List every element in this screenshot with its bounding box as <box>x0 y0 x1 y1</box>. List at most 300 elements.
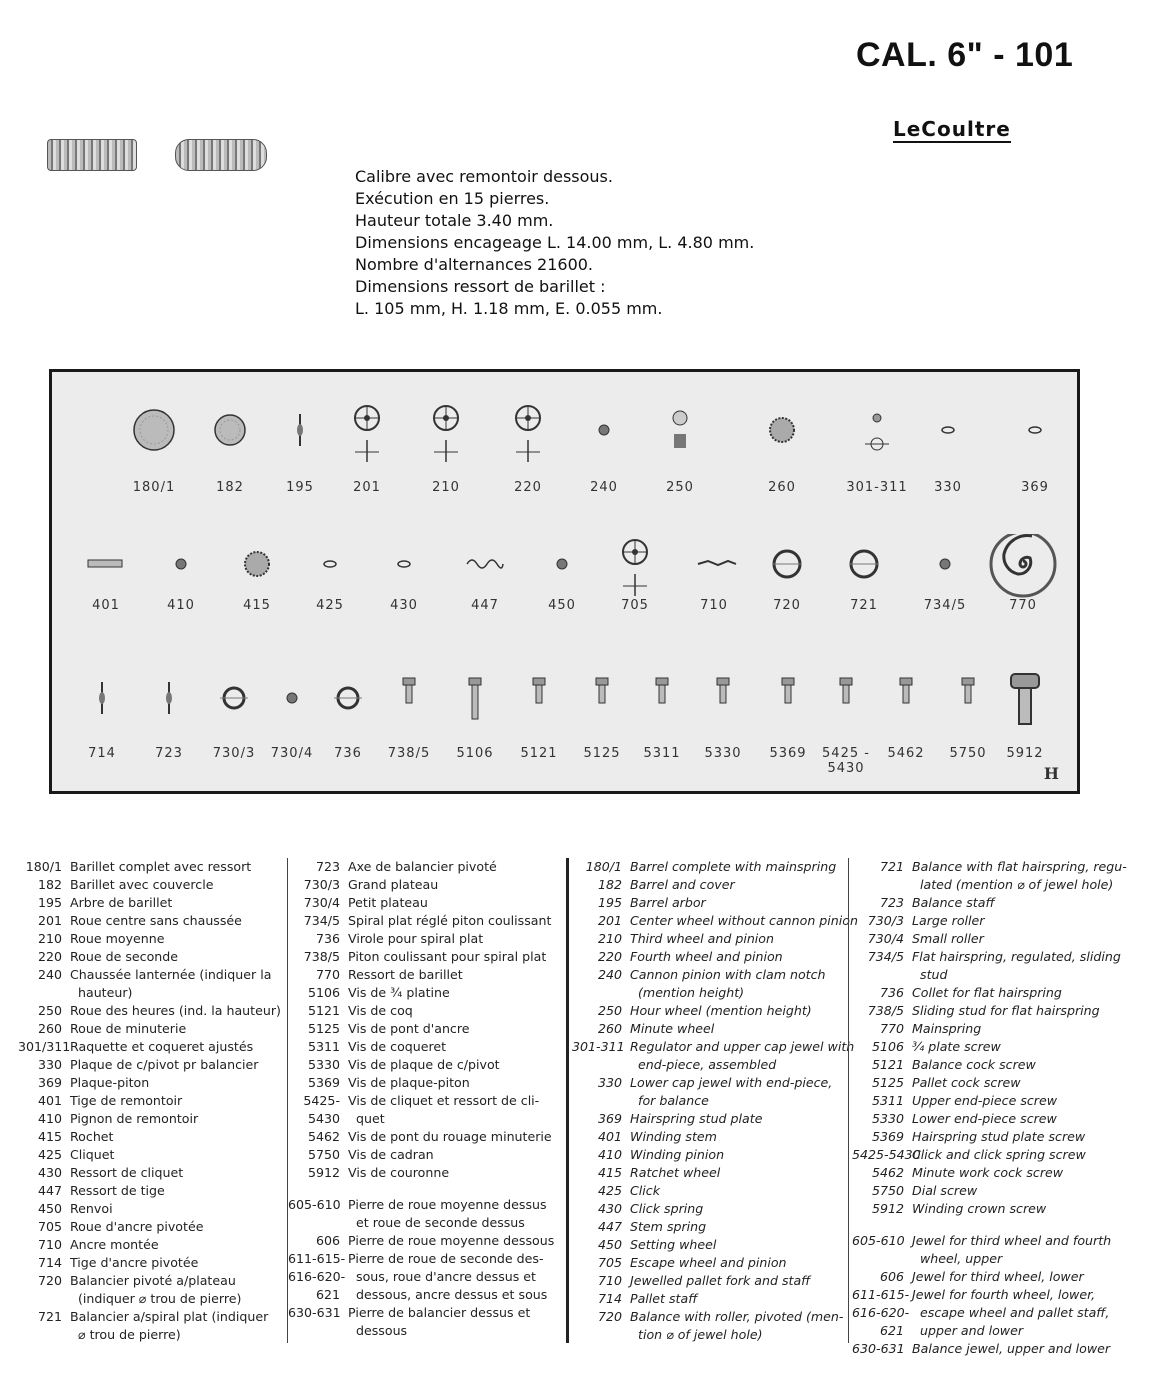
parts-list-row <box>572 930 844 948</box>
part-number-label: 730/3 <box>212 746 256 761</box>
part-number: 450 <box>37 1201 62 1216</box>
parts-list-row <box>572 876 844 894</box>
part-number-label: 201 <box>353 480 381 495</box>
parts-list-row <box>852 1218 1132 1232</box>
part-number: 723 <box>879 895 904 910</box>
part-number-label: 770 <box>1009 598 1037 613</box>
column-divider <box>566 858 569 1343</box>
parts-list-row <box>288 984 563 1002</box>
part-number: 401 <box>597 1129 622 1144</box>
part-description: Roue de minuterie <box>70 1021 187 1036</box>
parts-list-row <box>572 966 844 1002</box>
part-number: 705 <box>37 1219 62 1234</box>
part-description: Tige de remontoir <box>70 1093 183 1108</box>
part-number: 250 <box>37 1003 62 1018</box>
part-description: Tige d'ancre pivotée <box>70 1255 199 1270</box>
spec-line: Dimensions encageage L. 14.00 mm, L. 4.80 mm. <box>355 233 755 252</box>
parts-list-row <box>18 1002 280 1020</box>
part-number: 5462 <box>307 1129 340 1144</box>
part-number: 605-610 <box>288 1197 341 1212</box>
part-description: Cannon pinion with clam notch (mention height) <box>630 967 826 1000</box>
part-number: 5750 <box>307 1147 340 1162</box>
part-number: 301/311 <box>18 1039 71 1054</box>
part-description: Rochet <box>70 1129 114 1144</box>
part-description: Jewel for fourth wheel, lower, escape wheel and pallet staff, upper and lower <box>912 1287 1110 1338</box>
part-number: 606 <box>879 1269 904 1284</box>
part-number: 5330 <box>307 1057 340 1072</box>
part-description: Balance staff <box>912 895 995 910</box>
part-number: 182 <box>597 877 622 892</box>
parts-list-row <box>572 1218 844 1236</box>
part-number: 5369 <box>307 1075 340 1090</box>
part-icon <box>983 534 1063 604</box>
parts-list-row <box>18 1236 280 1254</box>
part-number-label: 220 <box>514 480 542 495</box>
part-number: 330 <box>597 1075 622 1090</box>
parts-list-row <box>852 1286 1132 1340</box>
parts-list-row <box>18 1146 280 1164</box>
part-number: 611-615- 616-620- 621 <box>852 1287 910 1338</box>
parts-list-french-1 <box>18 858 280 1344</box>
part-description: Pierre de balancier dessus et dessous <box>348 1305 531 1338</box>
part-number: 180/1 <box>25 859 62 874</box>
part-number-label: 5311 <box>643 746 681 761</box>
part-description: Collet for flat hairspring <box>912 985 1062 1000</box>
part-description: Vis de pont d'ancre <box>348 1021 470 1036</box>
parts-list-row <box>18 1218 280 1236</box>
part-icon <box>114 400 194 470</box>
parts-list-row <box>852 1182 1132 1200</box>
parts-list-row <box>18 1254 280 1272</box>
part-number: 5125 <box>307 1021 340 1036</box>
parts-list-row <box>572 1182 844 1200</box>
parts-list-row <box>18 1200 280 1218</box>
parts-list-row <box>288 1182 563 1196</box>
part-number-label: 5330 <box>704 746 742 761</box>
parts-list-row <box>572 1290 844 1308</box>
parts-list-row <box>852 930 1132 948</box>
parts-list-row <box>572 912 858 930</box>
part-description: Fourth wheel and pinion <box>630 949 783 964</box>
parts-list-row <box>288 1020 563 1038</box>
part-description: Third wheel and pinion <box>630 931 774 946</box>
part-number: 210 <box>37 931 62 946</box>
parts-list-row <box>288 1002 563 1020</box>
calibre-specifications <box>355 166 754 320</box>
part-number: 714 <box>37 1255 62 1270</box>
part-icon <box>327 400 407 470</box>
parts-list-row <box>18 1056 280 1074</box>
part-description: Vis de ¾ platine <box>348 985 450 1000</box>
part-number: 5750 <box>871 1183 904 1198</box>
parts-list-row <box>288 1164 563 1182</box>
part-icon <box>674 534 754 604</box>
parts-list-row <box>852 1092 1132 1110</box>
part-description: Escape wheel and pinion <box>630 1255 787 1270</box>
part-number: 611-615- 616-620- 621 <box>288 1251 346 1302</box>
part-number: 5106 <box>871 1039 904 1054</box>
part-description: Roue moyenne <box>70 931 165 946</box>
parts-list-row <box>572 948 844 966</box>
part-number: 220 <box>597 949 622 964</box>
part-description: Center wheel without cannon pinion <box>630 913 858 928</box>
part-description: Vis de plaque-piton <box>348 1075 470 1090</box>
parts-list-row <box>288 1250 563 1304</box>
parts-list-row <box>18 1164 280 1182</box>
part-icon <box>66 534 146 604</box>
part-number: 738/5 <box>303 949 340 964</box>
part-number: 240 <box>597 967 622 982</box>
part-icon <box>445 534 525 604</box>
part-description: Balancier a/spiral plat (indiquer ⌀ trou de pierre) <box>70 1309 269 1342</box>
parts-photo-panel <box>49 369 1080 794</box>
part-icon <box>364 534 444 604</box>
parts-list-row <box>572 1308 844 1344</box>
parts-list-row <box>852 1110 1132 1128</box>
parts-list-row <box>852 1038 1132 1056</box>
part-description: Pallet staff <box>630 1291 698 1306</box>
part-description: Balance with roller, pivoted (men- tion ⌀ of jewel hole) <box>630 1309 844 1342</box>
part-description: Dial screw <box>912 1183 978 1198</box>
part-number-label: 260 <box>768 480 796 495</box>
part-number-label: 182 <box>216 480 244 495</box>
movement-thumbnail-back <box>175 139 267 171</box>
spec-line: Hauteur totale 3.40 mm. <box>355 211 554 230</box>
part-number: 5311 <box>307 1039 340 1054</box>
spec-line: Calibre avec remontoir dessous. <box>355 167 613 186</box>
parts-list-english-1 <box>572 858 858 1344</box>
part-description: Roue centre sans chaussée <box>70 913 242 928</box>
part-description: Minute wheel <box>630 1021 715 1036</box>
part-icon <box>837 400 917 470</box>
parts-list-row <box>18 1308 280 1344</box>
part-description: Spiral plat réglé piton coulissant <box>348 913 552 928</box>
part-description: Regulator and upper cap jewel with end-piece, assembled <box>630 1039 855 1072</box>
part-number-label: 430 <box>390 598 418 613</box>
part-number: 5912 <box>307 1165 340 1180</box>
parts-list-row <box>852 1128 1132 1146</box>
part-number: 710 <box>597 1273 622 1288</box>
part-number-label: 730/4 <box>270 746 314 761</box>
parts-list-row <box>572 858 844 876</box>
part-description: Ancre montée <box>70 1237 159 1252</box>
part-number-label: 415 <box>243 598 271 613</box>
part-description: Winding pinion <box>630 1147 725 1162</box>
parts-list-row <box>288 1074 563 1092</box>
part-number-label: 5369 <box>769 746 807 761</box>
part-description: Lower end-piece screw <box>912 1111 1057 1126</box>
parts-list-row <box>288 876 563 894</box>
part-description: Ressort de barillet <box>348 967 463 982</box>
part-number: 714 <box>597 1291 622 1306</box>
parts-list-row <box>852 1268 1132 1286</box>
part-description: Vis de cadran <box>348 1147 434 1162</box>
part-number: 605-610 <box>852 1233 905 1248</box>
part-description: Raquette et coqueret ajustés <box>70 1039 254 1054</box>
part-number: 710 <box>37 1237 62 1252</box>
parts-list-row <box>18 1182 280 1200</box>
part-number-label: 710 <box>700 598 728 613</box>
part-icon <box>190 400 270 470</box>
part-description: Stem spring <box>630 1219 707 1234</box>
parts-list-row <box>572 1146 844 1164</box>
parts-list-row <box>18 1272 280 1308</box>
part-number-label: 5912 <box>1006 746 1044 761</box>
part-description: Click and click spring screw <box>912 1147 1086 1162</box>
parts-list-row <box>572 1128 844 1146</box>
part-number: 720 <box>597 1309 622 1324</box>
part-number: 770 <box>879 1021 904 1036</box>
part-icon <box>290 534 370 604</box>
part-description: Vis de plaque de c/pivot <box>348 1057 500 1072</box>
part-description: Roue de seconde <box>70 949 179 964</box>
part-number: 210 <box>597 931 622 946</box>
part-number: 5121 <box>871 1057 904 1072</box>
part-icon <box>595 534 675 604</box>
parts-list-row <box>572 1110 844 1128</box>
part-number-label: 425 <box>316 598 344 613</box>
part-description: Balance with flat hairspring, regu- lated (mention ⌀ of jewel hole) <box>912 859 1127 892</box>
part-description: Barillet complet avec ressort <box>70 859 252 874</box>
brand-logo: LeCoultre <box>893 117 1011 141</box>
part-description: Plaque-piton <box>70 1075 150 1090</box>
part-number: 447 <box>37 1183 62 1198</box>
parts-list-row <box>852 1164 1132 1182</box>
part-icon <box>995 400 1075 470</box>
parts-list-row <box>18 1074 280 1092</box>
part-number: 730/3 <box>303 877 340 892</box>
part-description: Pierre de roue de seconde des- sous, roue d'ancre dessus et dessous, ancre dessus et sous <box>348 1251 548 1302</box>
part-number-label: 250 <box>666 480 694 495</box>
part-icon <box>742 400 822 470</box>
part-icon <box>640 400 720 470</box>
part-number: 450 <box>597 1237 622 1252</box>
part-number-label: 5125 <box>583 746 621 761</box>
part-description: Barillet avec couvercle <box>70 877 214 892</box>
part-number: 369 <box>597 1111 622 1126</box>
part-number: 734/5 <box>867 949 904 964</box>
part-number-label: 401 <box>92 598 120 613</box>
part-number: 5912 <box>871 1201 904 1216</box>
part-description: Jewelled pallet fork and staff <box>630 1273 811 1288</box>
parts-list-row <box>18 1110 280 1128</box>
parts-list-row <box>852 1340 1132 1358</box>
parts-list-row <box>288 930 563 948</box>
part-number: 606 <box>315 1233 340 1248</box>
parts-list-row <box>572 1200 844 1218</box>
part-number: 430 <box>37 1165 62 1180</box>
part-description: Mainspring <box>912 1021 982 1036</box>
parts-list-row <box>288 1092 563 1128</box>
part-description: Upper end-piece screw <box>912 1093 1058 1108</box>
part-number: 195 <box>597 895 622 910</box>
parts-list-row <box>288 1056 563 1074</box>
parts-list-row <box>852 1020 1132 1038</box>
part-icon <box>985 668 1065 738</box>
publisher-signature: H <box>1043 764 1059 783</box>
part-description: Balance cock screw <box>912 1057 1036 1072</box>
parts-list-row <box>18 1092 280 1110</box>
part-number: 5125 <box>871 1075 904 1090</box>
part-number-label: 180/1 <box>132 480 176 495</box>
parts-list-row <box>18 1038 280 1056</box>
part-description: Winding crown screw <box>912 1201 1047 1216</box>
part-description: Jewel for third wheel, lower <box>912 1269 1084 1284</box>
part-number: 5106 <box>307 985 340 1000</box>
parts-list-row <box>18 1128 280 1146</box>
parts-list-row <box>18 876 280 894</box>
part-number: 180/1 <box>585 859 622 874</box>
part-description: Arbre de barillet <box>70 895 173 910</box>
part-number-label: 240 <box>590 480 618 495</box>
parts-list-row <box>18 894 280 912</box>
part-description: Virole pour spiral plat <box>348 931 484 946</box>
parts-list-row <box>288 858 563 876</box>
part-number: 425 <box>597 1183 622 1198</box>
part-number: 410 <box>37 1111 62 1126</box>
parts-list-row <box>288 1038 563 1056</box>
part-description: Click <box>630 1183 661 1198</box>
part-icon <box>905 534 985 604</box>
part-description: Pierre de roue moyenne dessus et roue de seconde dessus <box>348 1197 547 1230</box>
part-number-label: 330 <box>934 480 962 495</box>
parts-list-row <box>288 1146 563 1164</box>
part-description: Sliding stud for flat hairspring <box>912 1003 1100 1018</box>
part-icon <box>522 534 602 604</box>
part-description: Plaque de c/pivot pr balancier <box>70 1057 259 1072</box>
part-description: Petit plateau <box>348 895 428 910</box>
part-description: Pignon de remontoir <box>70 1111 199 1126</box>
part-number: 401 <box>37 1093 62 1108</box>
parts-list-row <box>852 1056 1132 1074</box>
part-number: 770 <box>315 967 340 982</box>
part-number: 5311 <box>871 1093 904 1108</box>
part-number-label: 5106 <box>456 746 494 761</box>
part-number: 425 <box>37 1147 62 1162</box>
parts-list-row <box>572 1038 855 1074</box>
part-icon <box>564 400 644 470</box>
part-number: 736 <box>315 931 340 946</box>
part-number: 721 <box>879 859 904 874</box>
part-description: Click spring <box>630 1201 704 1216</box>
parts-list-row <box>572 894 844 912</box>
part-description: Roue d'ancre pivotée <box>70 1219 204 1234</box>
part-number: 5369 <box>871 1129 904 1144</box>
part-number-label: 369 <box>1021 480 1049 495</box>
parts-list-row <box>852 858 1132 894</box>
part-icon <box>824 534 904 604</box>
parts-list-row <box>852 1200 1132 1218</box>
part-description: Winding stem <box>630 1129 717 1144</box>
parts-list-row <box>288 966 563 984</box>
part-description: Balance jewel, upper and lower <box>912 1341 1111 1356</box>
part-number-label: 450 <box>548 598 576 613</box>
parts-list-row <box>572 1254 844 1272</box>
parts-list-row <box>572 1002 844 1020</box>
part-number-label: 720 <box>773 598 801 613</box>
part-number: 736 <box>879 985 904 1000</box>
part-description: Balancier pivoté a/plateau (indiquer ⌀ trou de pierre) <box>70 1273 242 1306</box>
part-number-label: 301-311 <box>846 480 908 495</box>
part-number: 730/4 <box>867 931 904 946</box>
part-number-label: 195 <box>286 480 314 495</box>
part-description: Vis de coqueret <box>348 1039 447 1054</box>
part-description: Barrel and cover <box>630 877 735 892</box>
part-number: 721 <box>37 1309 62 1324</box>
part-number-label: 736 <box>334 746 362 761</box>
parts-list-row <box>572 1164 844 1182</box>
spec-line: Exécution en 15 pierres. <box>355 189 550 208</box>
page-title: CAL. 6" - 101 <box>856 36 1074 74</box>
part-description: Pierre de roue moyenne dessous <box>348 1233 555 1248</box>
part-number-label: 714 <box>88 746 116 761</box>
column-divider <box>848 858 849 1343</box>
part-number-label: 5750 <box>949 746 987 761</box>
parts-list-row <box>288 1196 563 1232</box>
part-description: Renvoi <box>70 1201 113 1216</box>
part-number: 260 <box>597 1021 622 1036</box>
part-description: Barrel complete with mainspring <box>630 859 837 874</box>
part-number: 705 <box>597 1255 622 1270</box>
part-number-label: 5121 <box>520 746 558 761</box>
parts-list-row <box>288 1304 563 1340</box>
parts-list-row <box>288 912 563 930</box>
part-description: Small roller <box>912 931 984 946</box>
part-number: 410 <box>597 1147 622 1162</box>
part-number-label: 705 <box>621 598 649 613</box>
part-description: Lower cap jewel with end-piece, for balance <box>630 1075 833 1108</box>
part-number: 330 <box>37 1057 62 1072</box>
parts-list-row <box>18 1020 280 1038</box>
part-number-label: 734/5 <box>923 598 967 613</box>
part-description: Roue des heures (ind. la hauteur) <box>70 1003 281 1018</box>
part-description: Ressort de cliquet <box>70 1165 184 1180</box>
part-description: Pallet cock screw <box>912 1075 1021 1090</box>
part-icon <box>488 400 568 470</box>
part-description: Hour wheel (mention height) <box>630 1003 812 1018</box>
part-number: 630-631 <box>288 1305 341 1320</box>
spec-line: Dimensions ressort de barillet : <box>355 277 606 296</box>
part-number: 5425-5430 <box>852 1147 921 1162</box>
part-number: 738/5 <box>867 1003 904 1018</box>
part-number: 369 <box>37 1075 62 1090</box>
part-description: Barrel arbor <box>630 895 706 910</box>
part-icon <box>908 400 988 470</box>
part-icon <box>747 534 827 604</box>
part-description: Cliquet <box>70 1147 115 1162</box>
part-number <box>852 1218 904 1232</box>
parts-list-french-2 <box>288 858 563 1340</box>
part-number: 415 <box>597 1165 622 1180</box>
part-description: Minute work cock screw <box>912 1165 1064 1180</box>
part-number: 201 <box>37 913 62 928</box>
part-description: Jewel for third wheel and fourth wheel, upper <box>912 1233 1112 1266</box>
part-number-label: 723 <box>155 746 183 761</box>
parts-list-row <box>18 912 280 930</box>
spec-line: Nombre d'alternances 21600. <box>355 255 594 274</box>
part-icon <box>406 400 486 470</box>
part-description: Vis de coq <box>348 1003 413 1018</box>
part-number-label: 738/5 <box>387 746 431 761</box>
part-number: 730/3 <box>867 913 904 928</box>
parts-list-row <box>18 858 280 876</box>
parts-list-row <box>852 1232 1132 1268</box>
part-number: 260 <box>37 1021 62 1036</box>
part-number: 220 <box>37 949 62 964</box>
movement-thumbnail-front <box>47 139 137 171</box>
part-number: 723 <box>315 859 340 874</box>
part-description: Axe de balancier pivoté <box>348 859 497 874</box>
